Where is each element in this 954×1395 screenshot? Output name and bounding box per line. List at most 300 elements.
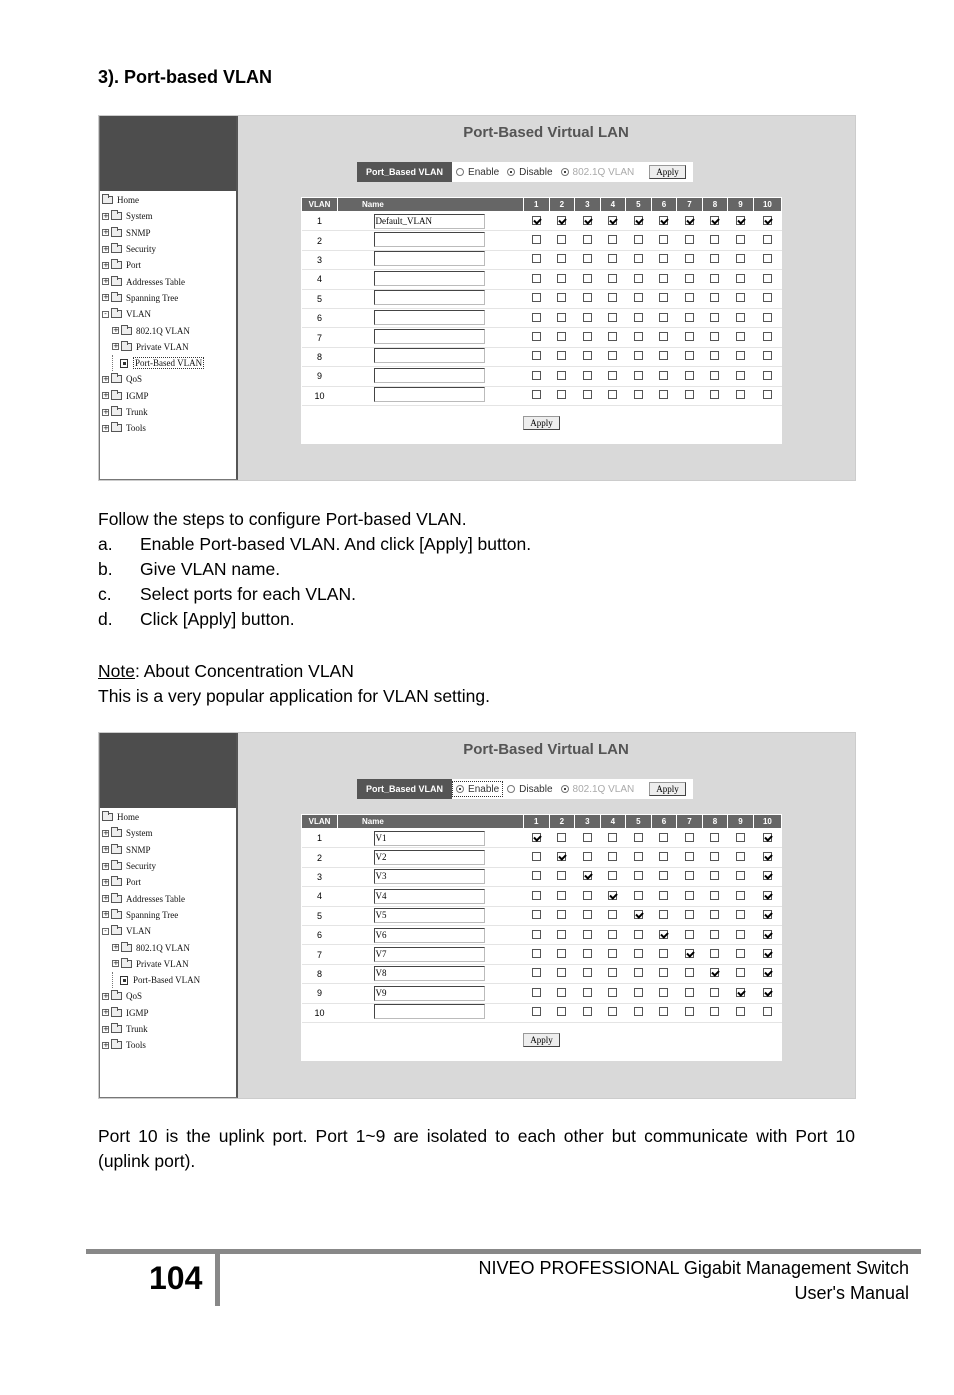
port-4-checkbox[interactable]: [608, 988, 617, 997]
vlan-name-input[interactable]: [374, 368, 485, 383]
port-8-checkbox[interactable]: [710, 293, 719, 302]
port-10-checkbox[interactable]: [763, 274, 772, 283]
port-5-checkbox[interactable]: [634, 968, 643, 977]
port-1-checkbox[interactable]: [532, 235, 541, 244]
port-7-checkbox[interactable]: [685, 332, 694, 341]
enable-radio[interactable]: [456, 168, 464, 176]
port-3-checkbox[interactable]: [583, 891, 592, 900]
port-2-checkbox[interactable]: [557, 371, 566, 380]
port-10-checkbox[interactable]: [763, 988, 772, 997]
port-8-checkbox[interactable]: [710, 235, 719, 244]
table-apply-button[interactable]: Apply: [523, 416, 560, 430]
port-10-checkbox[interactable]: [763, 1007, 772, 1016]
tree-item-port[interactable]: [100, 257, 236, 273]
port-5-checkbox[interactable]: [634, 313, 643, 322]
expand-toggle-icon[interactable]: +: [113, 342, 119, 351]
vlan-name-input[interactable]: [374, 232, 485, 247]
port-3-checkbox[interactable]: [583, 254, 592, 263]
port-7-checkbox[interactable]: [685, 390, 694, 399]
port-1-checkbox[interactable]: [532, 968, 541, 977]
port-1-checkbox[interactable]: [532, 852, 541, 861]
expand-toggle-icon[interactable]: +: [103, 391, 109, 400]
port-4-checkbox[interactable]: [608, 332, 617, 341]
port-2-checkbox[interactable]: [557, 313, 566, 322]
port-10-checkbox[interactable]: [763, 254, 772, 263]
vlan-name-input[interactable]: V1: [374, 831, 485, 846]
port-6-checkbox[interactable]: [659, 254, 668, 263]
tree-item-addresses-table[interactable]: [100, 273, 236, 289]
port-9-checkbox[interactable]: [736, 930, 745, 939]
port-7-checkbox[interactable]: [685, 852, 694, 861]
port-9-checkbox[interactable]: [736, 371, 745, 380]
tree-item-vlan[interactable]: [100, 306, 236, 322]
port-4-checkbox[interactable]: [608, 968, 617, 977]
port-1-checkbox[interactable]: [532, 390, 541, 399]
port-3-checkbox[interactable]: [583, 988, 592, 997]
port-10-checkbox[interactable]: [763, 216, 772, 225]
port-9-checkbox[interactable]: [736, 293, 745, 302]
port-9-checkbox[interactable]: [736, 910, 745, 919]
port-6-checkbox[interactable]: [659, 371, 668, 380]
port-10-checkbox[interactable]: [763, 371, 772, 380]
tree-item-vlan[interactable]: [100, 923, 236, 939]
port-9-checkbox[interactable]: [736, 871, 745, 880]
expand-toggle-icon[interactable]: +: [103, 910, 109, 919]
port-3-checkbox[interactable]: [583, 968, 592, 977]
port-5-checkbox[interactable]: [634, 235, 643, 244]
port-9-checkbox[interactable]: [736, 274, 745, 283]
port-3-checkbox[interactable]: [583, 833, 592, 842]
port-6-checkbox[interactable]: [659, 235, 668, 244]
port-7-checkbox[interactable]: [685, 254, 694, 263]
vlan-name-input[interactable]: V2: [374, 850, 485, 865]
tree-item-port-based-vlan[interactable]: [100, 972, 236, 988]
port-10-checkbox[interactable]: [763, 930, 772, 939]
port-10-checkbox[interactable]: [763, 910, 772, 919]
port-4-checkbox[interactable]: [608, 833, 617, 842]
port-8-checkbox[interactable]: [710, 390, 719, 399]
port-2-checkbox[interactable]: [557, 891, 566, 900]
disable-radio[interactable]: [507, 168, 515, 176]
port-9-checkbox[interactable]: [736, 216, 745, 225]
port-6-checkbox[interactable]: [659, 390, 668, 399]
mode-apply-button[interactable]: Apply: [649, 165, 686, 179]
port-4-checkbox[interactable]: [608, 313, 617, 322]
tree-item-port-based-vlan[interactable]: [100, 355, 236, 371]
port-4-checkbox[interactable]: [608, 871, 617, 880]
tree-item-igmp[interactable]: [100, 1005, 236, 1021]
port-2-checkbox[interactable]: [557, 930, 566, 939]
tree-label: Addresses Table: [126, 276, 185, 287]
port-8-checkbox[interactable]: [710, 833, 719, 842]
port-10-checkbox[interactable]: [763, 852, 772, 861]
port-4-checkbox[interactable]: [608, 216, 617, 225]
tree-item-tools[interactable]: [100, 420, 236, 436]
port-9-checkbox[interactable]: [736, 235, 745, 244]
port-6-checkbox[interactable]: [659, 293, 668, 302]
port-4-checkbox[interactable]: [608, 351, 617, 360]
enable-radio[interactable]: [456, 785, 464, 793]
port-2-checkbox[interactable]: [557, 390, 566, 399]
port-6-checkbox[interactable]: [659, 351, 668, 360]
expand-toggle-icon[interactable]: +: [103, 211, 109, 220]
folder-icon: [102, 196, 113, 204]
tree-item-private-vlan[interactable]: [100, 339, 236, 355]
col-port-4: 4: [600, 815, 626, 829]
port-2-checkbox[interactable]: [557, 852, 566, 861]
port-6-checkbox[interactable]: [659, 988, 668, 997]
port-7-checkbox[interactable]: [685, 351, 694, 360]
port-5-checkbox[interactable]: [634, 254, 643, 263]
disable-radio-option[interactable]: [503, 162, 556, 182]
port-8-checkbox[interactable]: [710, 891, 719, 900]
port-8-checkbox[interactable]: [710, 254, 719, 263]
port-4-checkbox[interactable]: [608, 949, 617, 958]
port-3-checkbox[interactable]: [583, 274, 592, 283]
port-8-checkbox[interactable]: [710, 852, 719, 861]
port-3-checkbox[interactable]: [583, 949, 592, 958]
port-6-checkbox[interactable]: [659, 313, 668, 322]
disable-label: Disable: [519, 783, 553, 795]
expand-toggle-icon[interactable]: +: [103, 861, 109, 870]
port-8-checkbox[interactable]: [710, 351, 719, 360]
port-6-checkbox[interactable]: [659, 930, 668, 939]
tree-item-snmp[interactable]: [100, 842, 236, 858]
vlan-name-input[interactable]: [374, 329, 485, 344]
port-8-checkbox[interactable]: [710, 332, 719, 341]
port-1-checkbox[interactable]: [532, 871, 541, 880]
port-2-checkbox[interactable]: [557, 949, 566, 958]
port-6-checkbox[interactable]: [659, 274, 668, 283]
port-3-checkbox[interactable]: [583, 332, 592, 341]
expand-toggle-icon[interactable]: +: [113, 959, 119, 968]
vlan-name-input[interactable]: Default_VLAN: [374, 214, 485, 229]
collapse-toggle-icon[interactable]: -: [102, 928, 109, 935]
tree-item-private-vlan[interactable]: [100, 956, 236, 972]
tree-item-home[interactable]: [100, 809, 236, 825]
port-4-checkbox[interactable]: [608, 235, 617, 244]
port-3-checkbox[interactable]: [583, 235, 592, 244]
port-2-checkbox[interactable]: [557, 1007, 566, 1016]
port-4-checkbox[interactable]: [608, 274, 617, 283]
folder-icon: [111, 878, 122, 886]
port-4-checkbox[interactable]: [608, 1007, 617, 1016]
tree-item-spanning-tree[interactable]: [100, 907, 236, 923]
expand-toggle-icon[interactable]: +: [103, 277, 109, 286]
port-10-checkbox[interactable]: [763, 871, 772, 880]
tree-label: Port: [126, 877, 142, 888]
expand-toggle-icon[interactable]: +: [103, 845, 109, 854]
expand-toggle-icon[interactable]: +: [103, 828, 109, 837]
port-1-checkbox[interactable]: [532, 274, 541, 283]
port-1-checkbox[interactable]: [532, 988, 541, 997]
port-1-checkbox[interactable]: [532, 313, 541, 322]
folder-icon: [111, 992, 122, 1000]
port-4-checkbox[interactable]: [608, 930, 617, 939]
tree-item-snmp[interactable]: [100, 225, 236, 241]
expand-toggle-icon[interactable]: +: [103, 374, 109, 383]
port-9-checkbox[interactable]: [736, 891, 745, 900]
tree-item-port[interactable]: [100, 874, 236, 890]
port-6-checkbox[interactable]: [659, 968, 668, 977]
expand-toggle-icon[interactable]: +: [113, 326, 119, 335]
port-8-checkbox[interactable]: [710, 910, 719, 919]
tree-item-802-1q-vlan[interactable]: [100, 322, 236, 338]
port-2-checkbox[interactable]: [557, 332, 566, 341]
port-2-checkbox[interactable]: [557, 235, 566, 244]
port-8-checkbox[interactable]: [710, 274, 719, 283]
port-5-checkbox[interactable]: [634, 891, 643, 900]
port-3-checkbox[interactable]: [583, 910, 592, 919]
port-6-checkbox[interactable]: [659, 910, 668, 919]
port-9-checkbox[interactable]: [736, 988, 745, 997]
port-9-checkbox[interactable]: [736, 332, 745, 341]
port-6-checkbox[interactable]: [659, 833, 668, 842]
port-4-checkbox[interactable]: [608, 371, 617, 380]
port-2-checkbox[interactable]: [557, 988, 566, 997]
port-2-checkbox[interactable]: [557, 871, 566, 880]
port-1-checkbox[interactable]: [532, 930, 541, 939]
port-8-checkbox[interactable]: [710, 871, 719, 880]
vlan-name-input[interactable]: [374, 348, 485, 363]
vlan-name-input[interactable]: V9: [374, 986, 485, 1001]
port-10-checkbox[interactable]: [763, 390, 772, 399]
port-9-checkbox[interactable]: [736, 254, 745, 263]
port-10-checkbox[interactable]: [763, 235, 772, 244]
port-8-checkbox[interactable]: [710, 1007, 719, 1016]
port-5-checkbox[interactable]: [634, 949, 643, 958]
port-5-checkbox[interactable]: [634, 274, 643, 283]
port-9-checkbox[interactable]: [736, 313, 745, 322]
port-5-checkbox[interactable]: [634, 293, 643, 302]
port-5-checkbox[interactable]: [634, 930, 643, 939]
port-6-checkbox[interactable]: [659, 871, 668, 880]
port-10-checkbox[interactable]: [763, 332, 772, 341]
port-1-checkbox[interactable]: [532, 332, 541, 341]
port-5-checkbox[interactable]: [634, 988, 643, 997]
port-5-checkbox[interactable]: [634, 216, 643, 225]
port-3-checkbox[interactable]: [583, 930, 592, 939]
port-7-checkbox[interactable]: [685, 871, 694, 880]
tree-item-802-1q-vlan[interactable]: [100, 939, 236, 955]
port-7-checkbox[interactable]: [685, 293, 694, 302]
footer-line-2: User's Manual: [794, 1283, 909, 1303]
port-1-checkbox[interactable]: [532, 1007, 541, 1016]
tree-item-spanning-tree[interactable]: [100, 290, 236, 306]
port-5-checkbox[interactable]: [634, 871, 643, 880]
port-7-checkbox[interactable]: [685, 891, 694, 900]
port-6-checkbox[interactable]: [659, 852, 668, 861]
port-1-checkbox[interactable]: [532, 371, 541, 380]
port-2-checkbox[interactable]: [557, 216, 566, 225]
expand-toggle-icon[interactable]: +: [103, 228, 109, 237]
expand-toggle-icon[interactable]: +: [103, 877, 109, 886]
expand-toggle-icon[interactable]: +: [103, 293, 109, 302]
expand-toggle-icon[interactable]: +: [103, 991, 109, 1000]
port-2-checkbox[interactable]: [557, 351, 566, 360]
tree-item-qos[interactable]: [100, 371, 236, 387]
expand-toggle-icon[interactable]: +: [103, 1040, 109, 1049]
expand-toggle-icon[interactable]: +: [103, 407, 109, 416]
tree-item-qos[interactable]: [100, 988, 236, 1004]
port-10-checkbox[interactable]: [763, 351, 772, 360]
port-7-checkbox[interactable]: [685, 910, 694, 919]
tree-item-igmp[interactable]: [100, 388, 236, 404]
port-7-checkbox[interactable]: [685, 274, 694, 283]
enable-radio-option[interactable]: [452, 781, 503, 797]
expand-toggle-icon[interactable]: +: [103, 423, 109, 432]
port-10-checkbox[interactable]: [763, 968, 772, 977]
port-2-checkbox[interactable]: [557, 968, 566, 977]
expand-toggle-icon[interactable]: +: [113, 943, 119, 952]
port-10-checkbox[interactable]: [763, 949, 772, 958]
expand-toggle-icon[interactable]: +: [103, 260, 109, 269]
expand-toggle-icon[interactable]: +: [103, 1024, 109, 1033]
vlan-name-input[interactable]: [374, 310, 485, 325]
vlan-name-input[interactable]: V5: [374, 908, 485, 923]
vlan-name-input[interactable]: [374, 251, 485, 266]
tree-item-security[interactable]: [100, 241, 236, 257]
tree-item-trunk[interactable]: [100, 404, 236, 420]
vlan-name-input[interactable]: [374, 271, 485, 286]
port-7-checkbox[interactable]: [685, 949, 694, 958]
port-8-checkbox[interactable]: [710, 968, 719, 977]
port-10-checkbox[interactable]: [763, 293, 772, 302]
disable-radio-option[interactable]: [503, 779, 556, 799]
port-3-checkbox[interactable]: [583, 390, 592, 399]
port-9-checkbox[interactable]: [736, 968, 745, 977]
vlan-id: 6: [302, 308, 338, 327]
port-2-checkbox[interactable]: [557, 910, 566, 919]
port-3-checkbox[interactable]: [583, 351, 592, 360]
vlan-name-input[interactable]: V6: [374, 928, 485, 943]
port-1-checkbox[interactable]: [532, 833, 541, 842]
port-9-checkbox[interactable]: [736, 1007, 745, 1016]
port-6-checkbox[interactable]: [659, 1007, 668, 1016]
expand-toggle-icon[interactable]: +: [103, 1008, 109, 1017]
collapse-toggle-icon[interactable]: -: [102, 311, 109, 318]
expand-toggle-icon[interactable]: +: [103, 894, 109, 903]
port-3-checkbox[interactable]: [583, 216, 592, 225]
port-1-checkbox[interactable]: [532, 351, 541, 360]
port-2-checkbox[interactable]: [557, 254, 566, 263]
port-3-checkbox[interactable]: [583, 371, 592, 380]
enable-radio-option[interactable]: [452, 162, 503, 182]
port-9-checkbox[interactable]: [736, 390, 745, 399]
port-7-checkbox[interactable]: [685, 930, 694, 939]
port-4-checkbox[interactable]: [608, 891, 617, 900]
port-6-checkbox[interactable]: [659, 216, 668, 225]
tree-item-tools[interactable]: [100, 1037, 236, 1053]
port-8-checkbox[interactable]: [710, 313, 719, 322]
port-7-checkbox[interactable]: [685, 371, 694, 380]
port-4-checkbox[interactable]: [608, 852, 617, 861]
disable-radio[interactable]: [507, 785, 515, 793]
port-7-checkbox[interactable]: [685, 1007, 694, 1016]
port-10-checkbox[interactable]: [763, 313, 772, 322]
port-1-checkbox[interactable]: [532, 891, 541, 900]
port-7-checkbox[interactable]: [685, 216, 694, 225]
vlan-name-input[interactable]: [374, 1004, 485, 1019]
port-1-checkbox[interactable]: [532, 293, 541, 302]
port-6-checkbox[interactable]: [659, 949, 668, 958]
port-8-checkbox[interactable]: [710, 216, 719, 225]
vlan-name-input[interactable]: V8: [374, 966, 485, 981]
table-row: [302, 289, 782, 308]
port-5-checkbox[interactable]: [634, 371, 643, 380]
port-3-checkbox[interactable]: [583, 313, 592, 322]
port-5-checkbox[interactable]: [634, 833, 643, 842]
port-6-checkbox[interactable]: [659, 332, 668, 341]
port-4-checkbox[interactable]: [608, 254, 617, 263]
port-9-checkbox[interactable]: [736, 351, 745, 360]
port-5-checkbox[interactable]: [634, 390, 643, 399]
vlan-name-input[interactable]: V4: [374, 889, 485, 904]
port-2-checkbox[interactable]: [557, 274, 566, 283]
port-3-checkbox[interactable]: [583, 1007, 592, 1016]
col-port-5: 5: [626, 198, 652, 212]
port-3-checkbox[interactable]: [583, 293, 592, 302]
port-8-checkbox[interactable]: [710, 371, 719, 380]
table-apply-button[interactable]: Apply: [523, 1033, 560, 1047]
port-4-checkbox[interactable]: [608, 390, 617, 399]
port-4-checkbox[interactable]: [608, 293, 617, 302]
port-8-checkbox[interactable]: [710, 988, 719, 997]
tree-item-system[interactable]: [100, 208, 236, 224]
port-2-checkbox[interactable]: [557, 293, 566, 302]
port-4-checkbox[interactable]: [608, 910, 617, 919]
port-7-checkbox[interactable]: [685, 988, 694, 997]
port-9-checkbox[interactable]: [736, 852, 745, 861]
port-8-checkbox[interactable]: [710, 949, 719, 958]
port-2-checkbox[interactable]: [557, 833, 566, 842]
vlan-name-input[interactable]: V7: [374, 947, 485, 962]
port-1-checkbox[interactable]: [532, 910, 541, 919]
port-3-checkbox[interactable]: [583, 852, 592, 861]
port-5-checkbox[interactable]: [634, 1007, 643, 1016]
col-port-2: 2: [549, 815, 575, 829]
port-9-checkbox[interactable]: [736, 833, 745, 842]
tree-item-trunk[interactable]: [100, 1021, 236, 1037]
port-7-checkbox[interactable]: [685, 313, 694, 322]
port-1-checkbox[interactable]: [532, 216, 541, 225]
vlan-name-input[interactable]: [374, 290, 485, 305]
vlan-name-input[interactable]: [374, 387, 485, 402]
port-5-checkbox[interactable]: [634, 351, 643, 360]
port-5-checkbox[interactable]: [634, 332, 643, 341]
port-10-checkbox[interactable]: [763, 891, 772, 900]
port-7-checkbox[interactable]: [685, 968, 694, 977]
tree-item-system[interactable]: [100, 825, 236, 841]
port-7-checkbox[interactable]: [685, 833, 694, 842]
port-7-checkbox[interactable]: [685, 235, 694, 244]
tree-item-home[interactable]: [100, 192, 236, 208]
port-1-checkbox[interactable]: [532, 949, 541, 958]
port-10-checkbox[interactable]: [763, 833, 772, 842]
port-3-checkbox[interactable]: [583, 871, 592, 880]
port-6-checkbox[interactable]: [659, 891, 668, 900]
tree-item-addresses-table[interactable]: [100, 890, 236, 906]
vlan-name-input[interactable]: V3: [374, 869, 485, 884]
port-1-checkbox[interactable]: [532, 254, 541, 263]
expand-toggle-icon[interactable]: +: [103, 244, 109, 253]
port-5-checkbox[interactable]: [634, 852, 643, 861]
port-9-checkbox[interactable]: [736, 949, 745, 958]
port-8-checkbox[interactable]: [710, 930, 719, 939]
mode-apply-button[interactable]: Apply: [649, 782, 686, 796]
tree-item-security[interactable]: [100, 858, 236, 874]
port-5-checkbox[interactable]: [634, 910, 643, 919]
